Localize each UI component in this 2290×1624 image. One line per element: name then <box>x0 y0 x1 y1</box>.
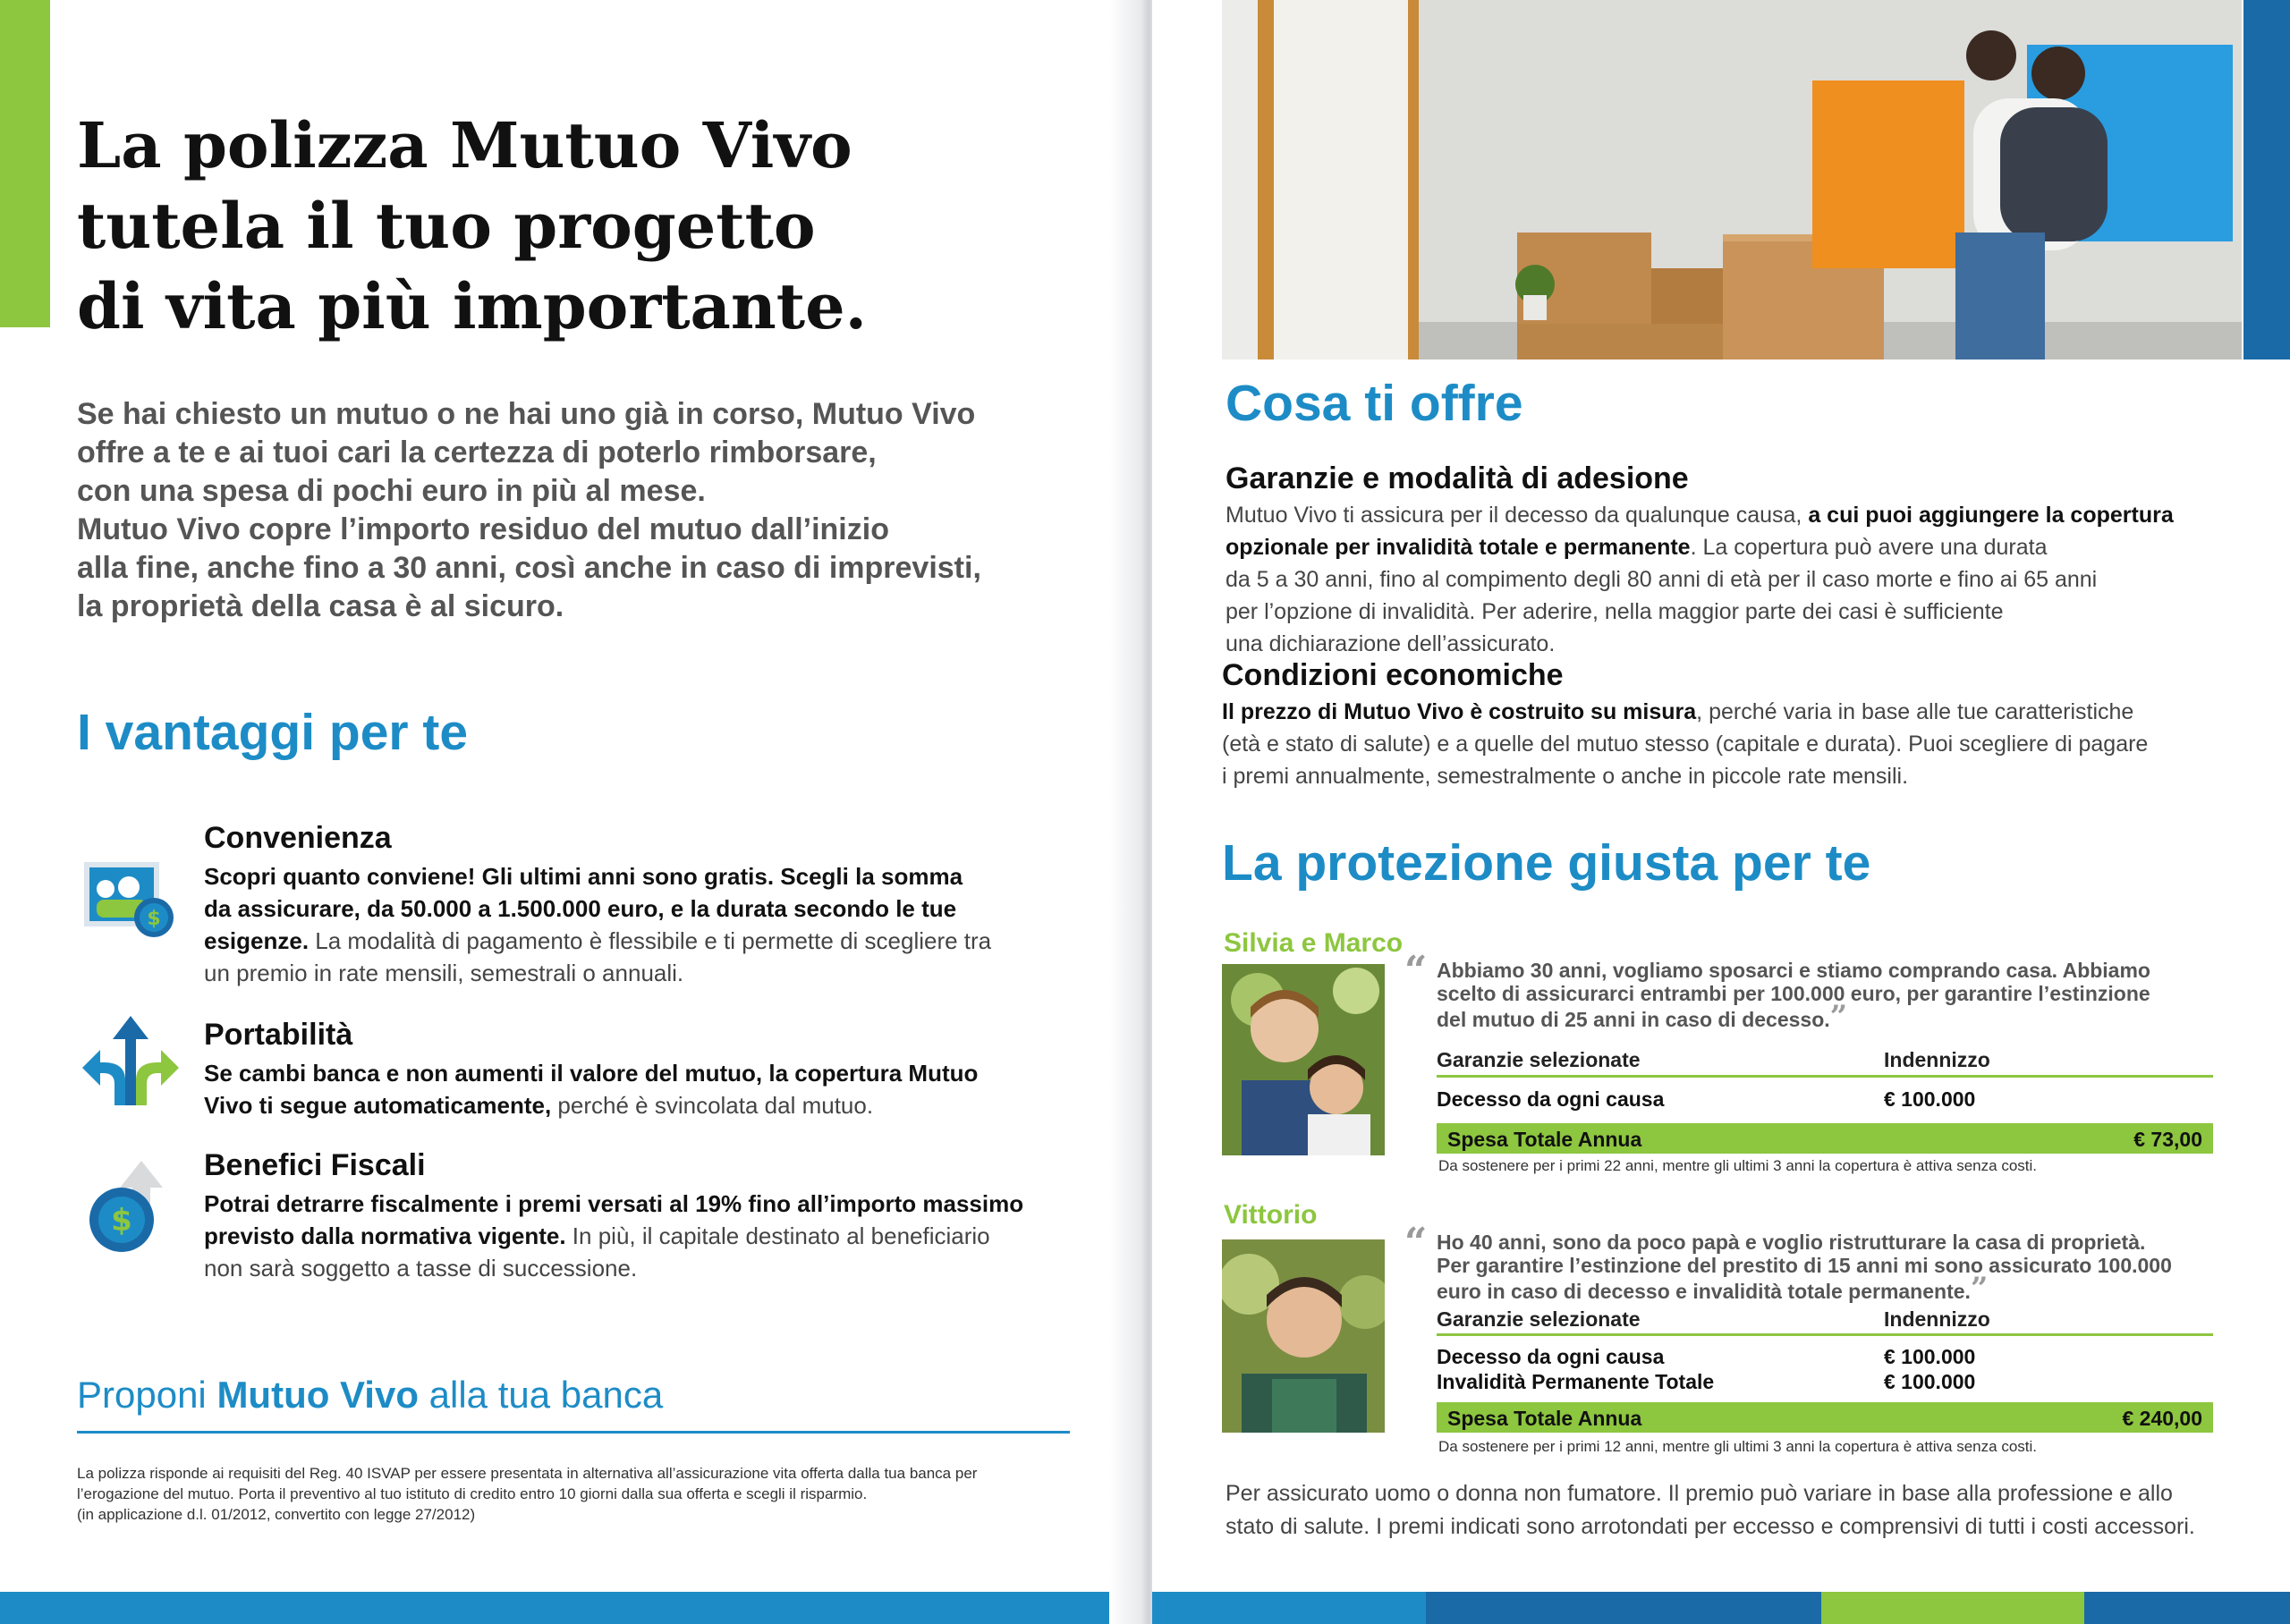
intro-line: alla fine, anche fino a 30 anni, così anche in caso di imprevisti, <box>77 551 981 585</box>
total-row <box>1437 1402 2213 1433</box>
text-normal: , perché varia in base alle tue caratteristiche <box>1696 699 2134 724</box>
condizioni-text <box>1222 696 2148 792</box>
testimonial-quote <box>1437 959 2224 1035</box>
quote-line: Per garantire l’estinzione del prestito di 15 anni mi sono assicurato 100.000 <box>1437 1254 2172 1277</box>
quote-close-icon: ” <box>1829 999 1848 1035</box>
page-title <box>77 106 1061 347</box>
row-label: Decesso da ogni causa <box>1437 1345 1665 1368</box>
benefit-text <box>204 1057 1098 1121</box>
text-normal: (età e stato di salute) e a quelle del mutuo stesso (capitale e durata). Puoi scegliere di pagare <box>1222 732 2149 757</box>
bottom-band <box>2084 1592 2290 1624</box>
benefit-text-normal: non sarà soggetto a tasse di successione. <box>204 1255 638 1281</box>
benefit-text-bold: Potrai detrarre fiscalmente i premi versati al 19% fino all’importo massimo <box>204 1190 1024 1217</box>
quote-close-icon: ” <box>1970 1271 1989 1307</box>
intro-line: con una spesa di pochi euro in più al mese. <box>77 474 706 508</box>
text-normal: da 5 a 30 anni, fino al compimento degli 80 anni di età per il caso morte e fino ai 65 anni <box>1226 567 2098 592</box>
benefit-text <box>204 1188 1098 1284</box>
quote-open-icon: “ <box>1404 1220 1428 1265</box>
benefit-convenienza <box>77 821 1088 1000</box>
right-page <box>1152 0 2290 1624</box>
benefit-text-bold: Se cambi banca e non aumenti il valore del mutuo, la copertura Mutuo <box>204 1060 979 1087</box>
title-line: La polizza Mutuo Vivo <box>77 108 852 182</box>
proponi-heading <box>77 1374 663 1417</box>
text-bold: a cui puoi aggiungere la copertura <box>1808 503 2174 528</box>
col-garanzie: Garanzie selezionate <box>1437 1307 1641 1331</box>
quote-line: Ho 40 anni, sono da poco papà e voglio ristrutturare la casa di proprietà. <box>1437 1231 2146 1254</box>
col-garanzie: Garanzie selezionate <box>1437 1048 1641 1071</box>
couple-photo <box>1222 0 2242 359</box>
footnote-line: (in applicazione d.l. 01/2012, convertito con legge 27/2012) <box>77 1506 476 1523</box>
condizioni-heading: Condizioni economiche <box>1222 658 1564 692</box>
benefit-title: Portabilità <box>204 1018 353 1052</box>
proponi-pre: Proponi <box>77 1374 217 1416</box>
table-divider <box>1437 1075 2213 1078</box>
benefit-portabilita <box>77 1018 1088 1134</box>
couple-portrait <box>1222 964 1385 1155</box>
garanzie-heading: Garanzie e modalità di adesione <box>1226 461 1689 495</box>
svg-text:$: $ <box>111 1203 132 1239</box>
benefit-text-normal: In più, il capitale destinato al beneficiario <box>565 1222 990 1249</box>
proponi-brand: Mutuo Vivo <box>216 1374 419 1416</box>
total-value: € 73,00 <box>2133 1128 2202 1151</box>
benefit-title: Convenienza <box>204 821 392 855</box>
text-normal: per l’opzione di invalidità. Per aderire, nella maggior parte dei casi è sufficiente <box>1226 599 2004 624</box>
title-line: tutela il tuo progetto <box>77 189 816 263</box>
intro-line: Se hai chiesto un mutuo o ne hai uno già in corso, Mutuo Vivo <box>77 397 976 431</box>
benefit-text-bold: esigenze. <box>204 927 310 954</box>
benefit-title: Benefici Fiscali <box>204 1148 426 1182</box>
benefit-fiscali <box>77 1148 1088 1300</box>
benefit-text-bold: da assicurare, da 50.000 a 1.500.000 euro, e la durata secondo le tue <box>204 895 957 922</box>
intro-line: offre a te e ai tuoi cari la certezza di poterlo rimborsare, <box>77 436 877 469</box>
protezione-heading: La protezione giusta per te <box>1222 834 1871 892</box>
case-name: Silvia e Marco <box>1224 928 1404 958</box>
closing-line: stato di salute. I premi indicati sono arrotondati per eccesso e comprensivi di tutti i costi accessori. <box>1226 1514 2195 1539</box>
benefit-text-bold: previsto dalla normativa vigente. <box>204 1222 566 1249</box>
title-line: di vita più importante. <box>77 269 868 343</box>
total-label: Spesa Totale Annua <box>1447 1407 1642 1430</box>
benefit-text-normal: un premio in rate mensili, semestrali o annuali. <box>204 960 684 986</box>
bottom-band <box>1152 1592 1426 1624</box>
text-normal: Mutuo Vivo ti assicura per il decesso da qualunque causa, <box>1226 503 1809 528</box>
tax-benefit-icon <box>77 1148 184 1256</box>
col-indennizzo: Indennizzo <box>1884 1307 1990 1331</box>
text-normal: i premi annualmente, semestralmente o anche in piccole rate mensili. <box>1222 764 1909 789</box>
intro-paragraph <box>77 395 1070 626</box>
closing-note <box>1226 1477 2254 1544</box>
row-value: € 100.000 <box>1884 1345 1976 1368</box>
benefit-text-bold: Scopri quanto conviene! Gli ultimi anni sono gratis. Scegli la somma <box>204 863 963 890</box>
proponi-post: alla tua banca <box>418 1374 664 1416</box>
total-row <box>1437 1123 2213 1154</box>
vantaggi-heading: I vantaggi per te <box>77 704 469 761</box>
text-bold: opzionale per invalidità totale e permanente <box>1226 535 1691 560</box>
garanzie-text <box>1226 499 2174 660</box>
quote-line: scelto di assicurarci entrambi per 100.000 euro, per garantire l’estinzione <box>1437 982 2150 1005</box>
col-indennizzo: Indennizzo <box>1884 1048 1990 1071</box>
intro-line: la proprietà della casa è al sicuro. <box>77 589 564 623</box>
row-label: Decesso da ogni causa <box>1437 1087 1665 1111</box>
vittorio-portrait <box>1222 1239 1385 1433</box>
svg-text:$: $ <box>147 908 161 930</box>
directions-arrows-icon <box>77 1009 184 1116</box>
case-name: Vittorio <box>1224 1200 1318 1230</box>
closing-line: Per assicurato uomo o donna non fumatore. Il premio può variare in base alla professione e allo <box>1226 1481 2173 1506</box>
quote-line: euro in caso di decesso e invalidità totale permanente. <box>1437 1280 1971 1303</box>
offre-heading: Cosa ti offre <box>1226 375 1523 432</box>
table-divider <box>1437 1333 2213 1336</box>
benefit-text-normal: La modalità di pagamento è flessibile e ti permette di scegliere tra <box>309 927 992 954</box>
left-page <box>0 0 1138 1624</box>
text-bold: Il prezzo di Mutuo Vivo è costruito su misura <box>1222 699 1697 724</box>
footnote-line: l’erogazione del mutuo. Porta il preventivo al tuo istituto di credito entro 10 giorni dalla sua offerta e scegli il risparmio. <box>77 1485 868 1502</box>
benefit-text-bold: Vivo ti segue automaticamente, <box>204 1092 552 1119</box>
testimonial-quote <box>1437 1231 2224 1307</box>
bottom-band <box>1426 1592 1821 1624</box>
quote-line: del mutuo di 25 anni in caso di decesso. <box>1437 1008 1830 1031</box>
divider <box>77 1431 1070 1434</box>
quote-open-icon: “ <box>1404 948 1428 994</box>
benefit-text-normal: perché è svincolata dal mutuo. <box>551 1092 874 1119</box>
green-accent-bar <box>0 0 50 327</box>
row-label: Invalidità Permanente Totale <box>1437 1370 1715 1393</box>
table-note: Da sostenere per i primi 22 anni, mentre gli ultimi 3 anni la copertura è attiva senza costi. <box>1438 1157 2037 1174</box>
total-label: Spesa Totale Annua <box>1447 1128 1642 1151</box>
total-value: € 240,00 <box>2122 1407 2202 1430</box>
quote-line: Abbiamo 30 anni, vogliamo sposarci e stiamo comprando casa. Abbiamo <box>1437 959 2150 982</box>
intro-line: Mutuo Vivo copre l’importo residuo del mutuo dall’inizio <box>77 512 889 546</box>
footnote <box>77 1463 1070 1525</box>
row-value: € 100.000 <box>1884 1087 1976 1111</box>
savings-icon <box>77 844 184 952</box>
row-value: € 100.000 <box>1884 1370 1976 1393</box>
bottom-band <box>1821 1592 2084 1624</box>
footnote-line: La polizza risponde ai requisiti del Reg. 40 ISVAP per essere presentata in alternativa all’assicurazione vita offerta dalla tua banca per <box>77 1465 978 1482</box>
bottom-band <box>0 1592 1138 1624</box>
text-normal: . La copertura può avere una durata <box>1690 535 2048 560</box>
table-note: Da sostenere per i primi 12 anni, mentre gli ultimi 3 anni la copertura è attiva senza costi. <box>1438 1438 2037 1455</box>
text-normal: una dichiarazione dell’assicurato. <box>1226 631 1556 656</box>
blue-accent-bar <box>2243 0 2290 359</box>
benefit-text <box>204 860 1098 989</box>
